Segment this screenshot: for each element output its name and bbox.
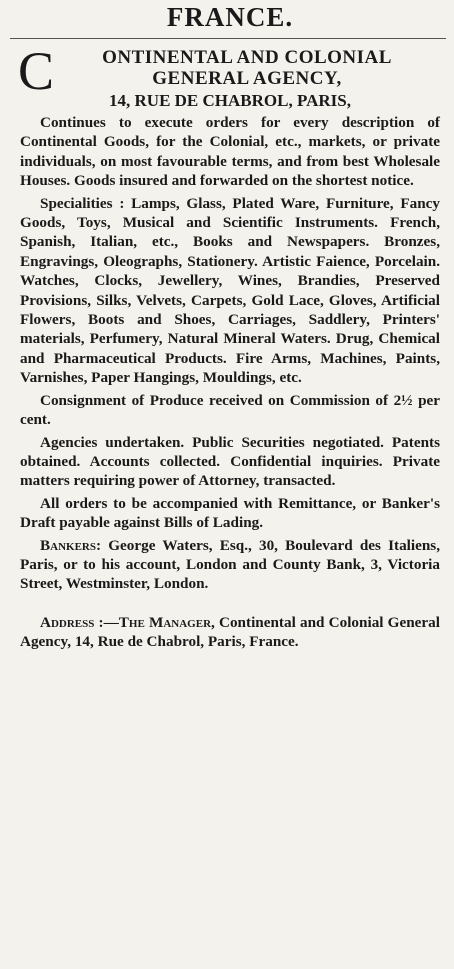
newspaper-clipping (0, 2, 454, 969)
contact-paragraph (20, 613, 440, 652)
bankers-label: Bankers: (40, 536, 102, 554)
agencies-paragraph: Agencies undertaken. Public Securities negotiated. Patents obtained. Accounts collected. Confidential inquiries. Private matters requiring power of Attorney, transacted. (20, 433, 440, 490)
specialities-paragraph (20, 194, 440, 388)
orders-paragraph: All orders to be accompanied with Remittance, or Banker's Draft payable against Bills of Lading. (20, 494, 440, 532)
spacer (20, 597, 440, 613)
address-text: Continental and Colonial General Agency, 14, Rue de Chabrol, Paris, France. (20, 613, 440, 651)
intro-paragraph: Continues to execute orders for every description of Continental Goods, for the Colonial, etc., markets, or private individuals, on most favourable terms, and from best Wholesale Houses. Goods insured and forwarded on the shortest notice. (20, 114, 440, 190)
agency-name: ONTINENTAL AND COLONIAL GENERAL AGENCY, (102, 47, 392, 89)
drop-cap: C (18, 41, 55, 101)
advertisement-body (20, 113, 440, 652)
specialities-text: Lamps, Glass, Plated Ware, Furniture, Fancy Goods, Toys, Musical and Scientific Instruments. French, Spanish, Italian, etc., Books and Newspapers. Bronzes, Engravings, Oleographs, Stationery. Artistic Faience, Porcelain. Watches, Clocks, Jewellery, Wines, Brandies, Preserved Provisions, Silks, Velvets, Carpets, Gold Lace, Gloves, Artificial Flowers, Boots and Shoes, Carriages, Saddlery, Printers' materials, Perfumery, Natural Mineral Waters. Drug, Chemical and Pharmaceutical Products. Fire Arms, Machines, Paints, Varnishes, Paper Hangings, Mouldings, etc. (20, 194, 440, 387)
agency-address: 14, RUE DE CHABROL, PARIS, (109, 91, 351, 110)
bankers-paragraph (20, 536, 440, 594)
address-label: Address :—The Manager, (40, 613, 215, 631)
bankers-text: George Waters, Esq., 30, Boulevard des Italiens, Paris, or to his account, London and County Bank, 3, Victoria Street, Westminster, London. (20, 536, 441, 593)
specialities-label: Specialities : (40, 194, 125, 212)
consignment-paragraph: Consignment of Produce received on Commission of 2½ per cent. (20, 391, 440, 429)
divider-rule (10, 38, 446, 39)
section-heading: FRANCE. (166, 2, 294, 32)
